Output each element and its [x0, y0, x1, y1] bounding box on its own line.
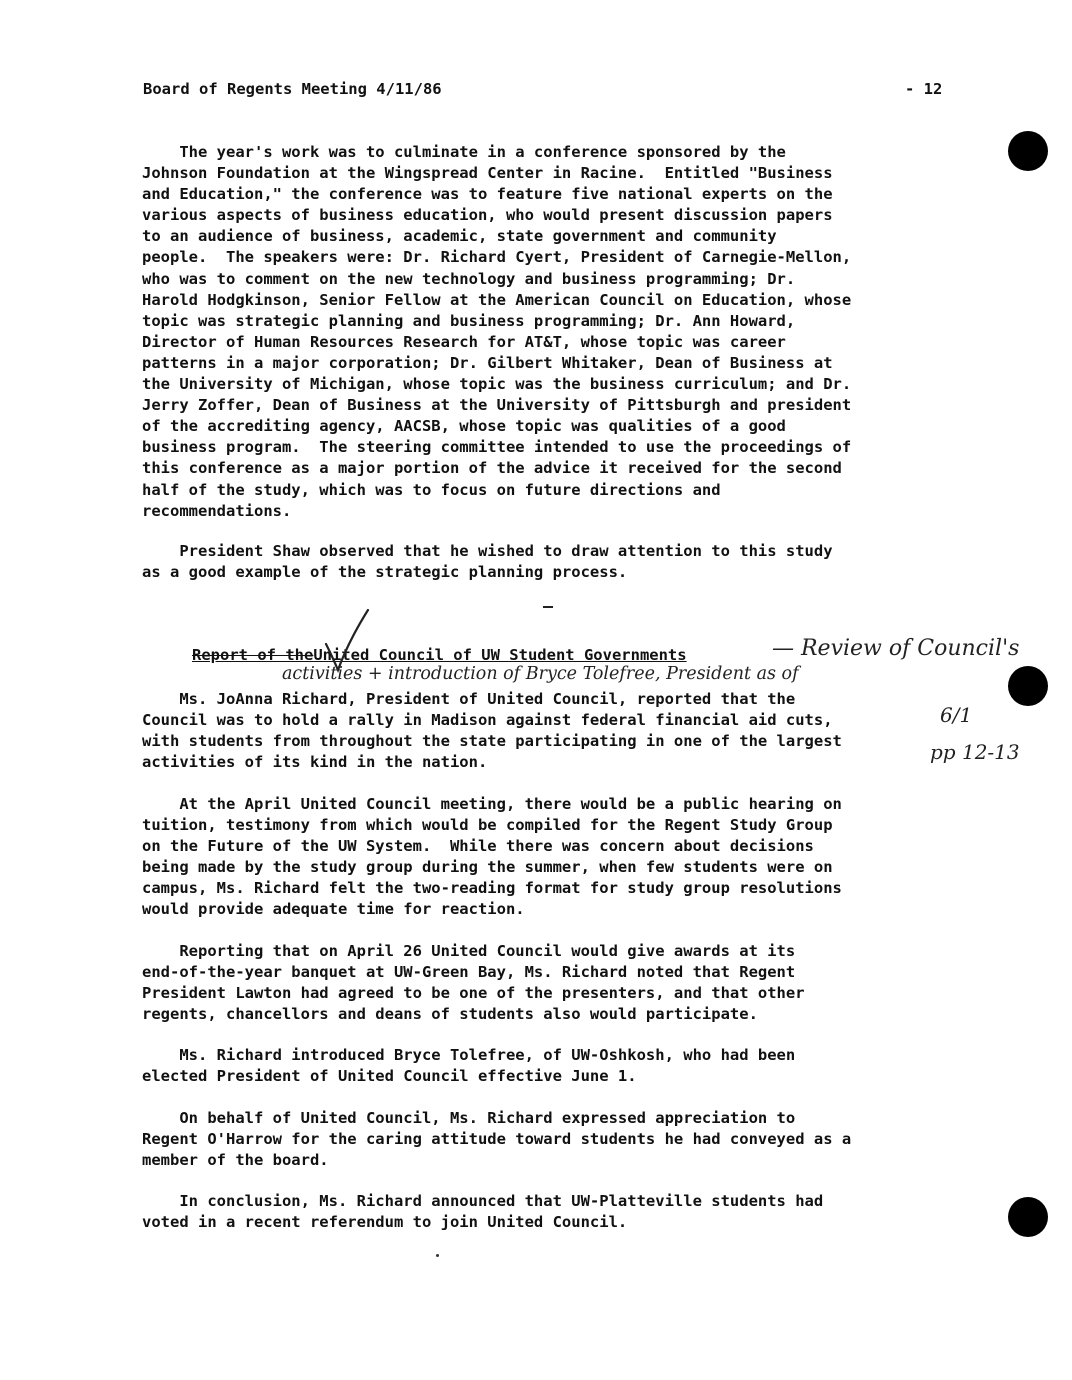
stray-dot [436, 1254, 439, 1257]
paragraph-conclusion: In conclusion, Ms. Richard announced that UW-Platteville students had voted in a recent referendum to join United Council. [142, 1192, 824, 1232]
handwritten-note-pages: pp 12-13 [930, 740, 1020, 764]
page-header-title: Board of Regents Meeting 4/11/86 [143, 80, 442, 98]
paragraph-april-meeting: At the April United Council meeting, there would be a public hearing on tuition, testimony from which would be compiled for the Regent Study Group on the Future of the UW System. While there was concern about decisions being made by the study group during the summer, when few students were on campus, Ms. Richard felt the two-reading format for study group resolutions would provide adequate time for reaction. [142, 795, 842, 919]
page-number: - 12 [905, 80, 943, 98]
punch-hole-top [1008, 131, 1048, 171]
punch-hole-bottom [1008, 1197, 1048, 1237]
pencil-dash-mark [543, 606, 553, 608]
handwritten-note-date: 6/1 [940, 703, 973, 727]
section-heading [192, 646, 687, 664]
punch-hole-middle [1008, 666, 1048, 706]
paragraph-awards-banquet: Reporting that on April 26 United Council would give awards at its end-of-the-year banquet at UW-Green Bay, Ms. Richard noted that Regent President Lawton had agreed to be one of the presenters, and that other regents, chancellors and deans of students also would participate. [142, 942, 805, 1024]
handwritten-note-line1: — Review of Council's [772, 636, 1020, 661]
paragraph-appreciation: On behalf of United Council, Ms. Richard expressed appreciation to Regent O'Harrow for the caring attitude toward students he had conveyed as a member of the board. [142, 1109, 852, 1170]
paragraph-conference: The year's work was to culminate in a conference sponsored by the Johnson Foundation at the Wingspread Center in Racine. Entitled "Business and Education," the conference was to feature five national experts on the various aspects of business education, who would present discussion papers to an audience of business, academic, state government and community people. The speakers were: Dr. Richard Cyert, President of Carnegie-Mellon, who was to comment on the new technology and business programming; Dr. Harold Hodgkinson, Senior Fellow at the American Council on Education, whose topic was strategic planning and business programming; Dr. Ann Howard, Director of Human Resources Research for AT&T, whose topic was career patterns in a major corporation; Dr. Gilbert Whitaker, Dean of Business at the University of Michigan, whose topic was the business curriculum; and Dr. Jerry Zoffer, Dean of Business at the University of Pittsburgh and president of the accrediting agency, AACSB, whose topic was qualities of a good business program. The steering committee intended to use the proceedings of this conference as a major portion of the advice it received for the second half of the study, which was to focus on future directions and recommendations. [142, 143, 852, 520]
paragraph-joanna-richard: Ms. JoAnna Richard, President of United Council, reported that the Council was to hold a rally in Madison against federal financial aid cuts, with students from throughout the state participating in one of the largest activities of its kind in the nation. [142, 690, 842, 772]
paragraph-bryce-tolefree: Ms. Richard introduced Bryce Tolefree, of UW-Oshkosh, who had been elected President of United Council effective June 1. [142, 1046, 796, 1086]
paragraph-president-shaw: President Shaw observed that he wished to draw attention to this study as a good example of the strategic planning process. [142, 542, 833, 582]
struck-heading-text: Report of the [192, 646, 314, 664]
handwritten-note-line2: activities + introduction of Bryce Tolefree, President as of [282, 664, 799, 684]
heading-text: United Council of UW Student Governments [313, 646, 687, 664]
